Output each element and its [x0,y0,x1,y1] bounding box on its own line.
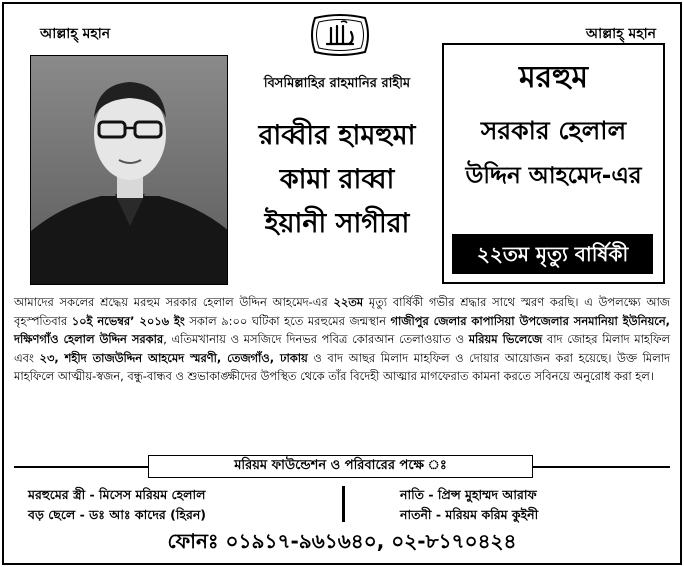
allah-mohan-left: আল্লাহ্ মহান [40,26,111,42]
body-text: আমাদের সকলের শ্রদ্ধেয় মরহুম সরকার হেলাল উদ্দিন আহমেদ-এর [14,295,334,309]
allah-calligraphy-icon [305,10,375,60]
portrait-photo [30,55,228,285]
marhum-title: মরহুম [519,60,588,95]
notice-body [14,293,670,386]
bismillah-text: বিসমিল্লাহির রাহমানির রাহীম [263,76,411,91]
wife-signature: মরহুমের স্ত্রী - মিসেস মরিয়ম হেলাল [28,487,206,502]
grandson-signature: নাতি - প্রিন্স মুহাম্মদ আরাফ [400,487,537,502]
body-text: বাদ জোহর মিলাদ মাহফিল এবং [14,332,670,365]
body-text: , এতিমখানায় ও মসজিদে দিনভর পবিত্র কোরআন তেলাওয়াত ও [163,332,469,347]
dua-line-2: কামা রাব্বা [279,164,395,195]
deceased-name-line-1: সরকার হেলাল [480,116,627,145]
dua-line-1: রাব্বীর হামহুমা [258,120,416,151]
body-text: সকাল ৯:০০ ঘটিকা হতে মরহুমের জন্মস্থান [184,313,391,328]
deceased-name-line-2: উদ্দিন আহমেদ-এর [465,163,642,189]
body-bold-text: ২৩, শহীদ তাজউদ্দিন আহমেদ স্মরণী, তেজগাঁও, ঢাকায় [39,350,308,365]
body-bold-text: ১০ই নভেম্বর’ ২০১৬ ইং [71,313,185,328]
son-signature: বড় ছেলে - ডঃ আঃ কাদের (হিরন) [28,507,207,522]
signature-divider [342,486,345,522]
anniversary-banner: ২২তম মৃত্যু বার্ষিকী [452,234,653,274]
allah-mohan-right: আল্লাহ্ মহান [585,26,656,42]
body-bold-text: মরিয়ম ভিলেজে [468,332,543,347]
body-text: ও বাদ আছর মিলাদ মাহফিল ও দোয়ার আয়োজন করা হয়েছে। উক্ত মিলাদ মাহফিলে আত্মীয়-স্বজন, বন্ধু-বান্ধব ও শুভাকাঙ্ক্ষীদের উপস্থিত থেকে তাঁর বিদেহী আত্মার মাগফেরাত কামনা করতে সবিনয়ে অনুরোধ করা হল। [14,350,670,384]
deceased-name-box [442,43,665,284]
body-text: মৃত্যু বার্ষিকী গভীর শ্রদ্ধার সাথে স্মরণ করছি। এ উপলক্ষ্যে আজ বৃহস্পতিবার [14,295,670,328]
granddaughter-signature: নাতনী - মরিয়ম করিম কুইনী [400,507,539,522]
dua-line-3: ইয়ানী সাগীরা [264,208,410,239]
body-bold-text: ২২তম [333,295,364,309]
foundation-label: মরিয়ম ফাউন্ডেশন ও পরিবারের পক্ষে ঃ [148,455,533,478]
body-bold-text: গাজীপুর জেলার কাপাসিয়া উপজেলার সনমানিয়া ইউনিয়নে, দক্ষিণগাঁও হেলাল উদ্দিন সরকার [14,313,670,347]
phone-numbers: ফোনঃ ০১৯১৭-৯৬১৬৪০, ০২-৮১৭০৪২৪ [167,529,517,553]
